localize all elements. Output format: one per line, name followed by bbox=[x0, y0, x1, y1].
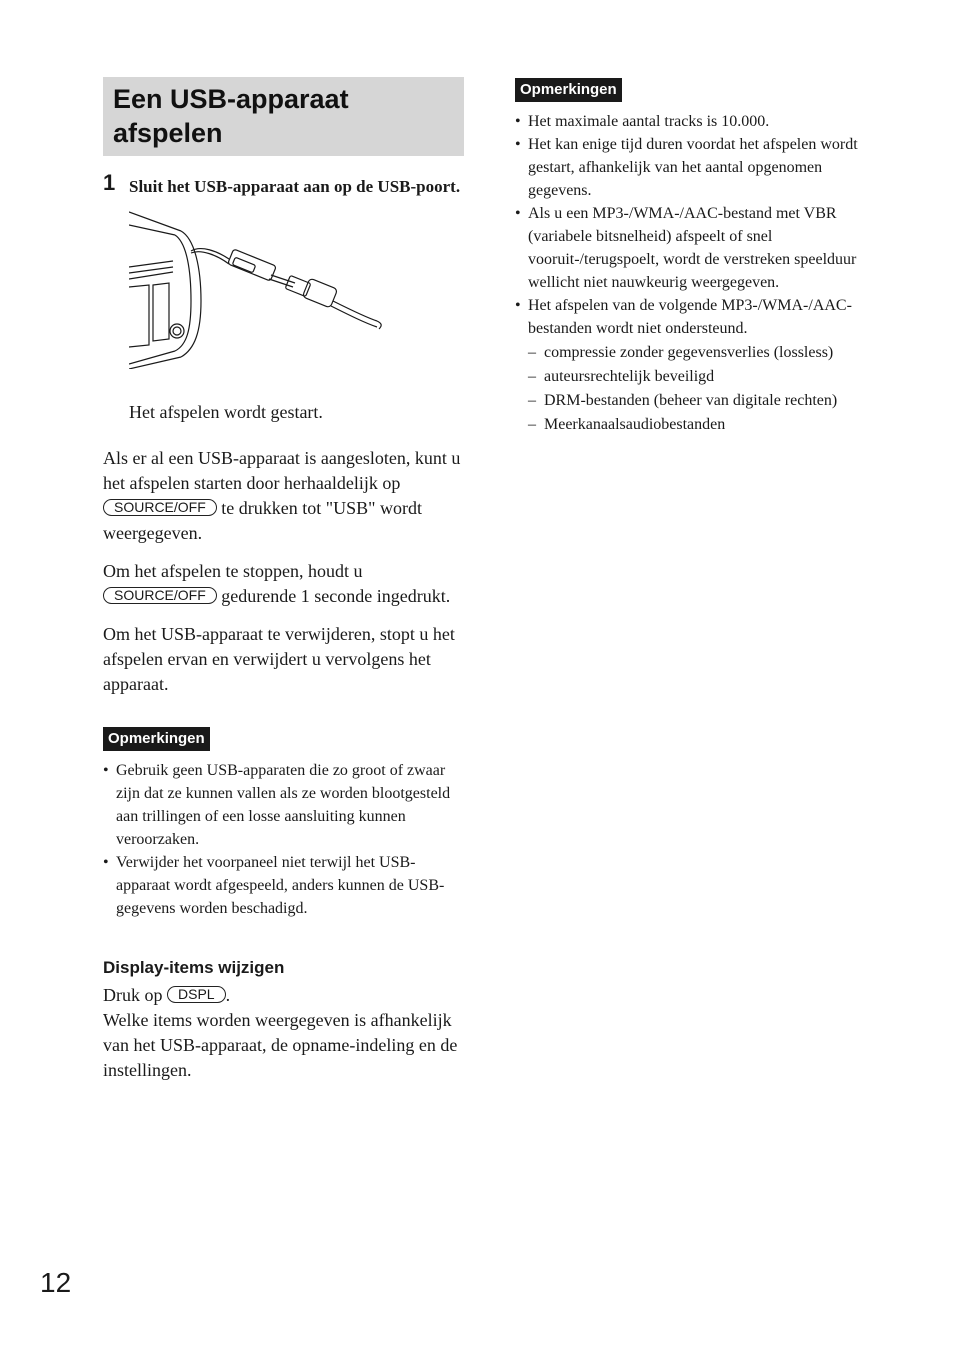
press-text: Druk op bbox=[103, 985, 163, 1005]
remove-device-paragraph: Om het USB-apparaat te verwijderen, stopt u het afspelen ervan en verwijdert u vervolgens het apparaat. bbox=[103, 624, 455, 694]
step-instruction: Sluit het USB-apparaat aan op de USB-poort. bbox=[129, 177, 461, 196]
sublist-item: – DRM-bestanden (beheer van digitale rechten) bbox=[528, 389, 885, 412]
list-item: • Gebruik geen USB-apparaten die zo groot of zwaar zijn dat ze kunnen vallen als ze worden blootgesteld aan trillingen of een losse aansluiting kunnen veroorzaken. bbox=[103, 759, 464, 851]
left-column bbox=[103, 77, 464, 1083]
stop-playback-paragraph bbox=[103, 559, 464, 609]
stop-playback-text-after: gedurende 1 seconde ingedrukt. bbox=[221, 586, 451, 606]
notes-label: Opmerkingen bbox=[515, 78, 622, 102]
source-off-button-label: SOURCE/OFF bbox=[103, 587, 217, 604]
list-item: • Als u een MP3-/WMA-/AAC-bestand met VBR (variabele bitsnelheid) afspeelt of snel vooruit-/terugspoelt, wordt de verstreken speelduur wellicht niet nauwkeurig weergegeven. bbox=[515, 202, 885, 294]
start-playback-text-before: Als er al een USB-apparaat is aangesloten, kunt u het afspelen starten door herhaaldelijk op bbox=[103, 448, 461, 493]
stop-playback-text-before: Om het afspelen te stoppen, houdt u bbox=[103, 561, 363, 581]
sublist-item: – auteursrechtelijk beveiligd bbox=[528, 365, 885, 388]
list-item bbox=[515, 294, 885, 436]
unsupported-files-text: Het afspelen van de volgende MP3-/WMA-/AAC-bestanden wordt niet ondersteund. bbox=[528, 297, 852, 337]
usb-connection-illustration bbox=[129, 209, 385, 369]
section-title: Een USB-apparaat afspelen bbox=[103, 77, 464, 156]
page-number: 12 bbox=[40, 1267, 72, 1298]
source-off-button-label: SOURCE/OFF bbox=[103, 499, 217, 516]
notes-list-left bbox=[103, 759, 464, 920]
sublist-item: – Meerkanaalsaudiobestanden bbox=[528, 413, 885, 436]
dspl-button-label: DSPL bbox=[167, 986, 226, 1003]
step-number: 1 bbox=[103, 170, 116, 195]
list-item: • Het kan enige tijd duren voordat het afspelen wordt gestart, afhankelijk van het aantal opgenomen gegevens. bbox=[515, 133, 885, 202]
display-items-paragraph bbox=[103, 983, 464, 1083]
display-items-heading: Display-items wijzigen bbox=[103, 958, 285, 977]
playback-started-text: Het afspelen wordt gestart. bbox=[129, 402, 323, 422]
start-playback-paragraph bbox=[103, 446, 464, 546]
start-playback-text-after: te drukken tot "USB" wordt weergegeven. bbox=[103, 498, 422, 543]
list-item: • Het maximale aantal tracks is 10.000. bbox=[515, 110, 885, 133]
unsupported-files-sublist bbox=[528, 341, 885, 436]
notes-list-right bbox=[515, 110, 885, 436]
step-1 bbox=[103, 170, 464, 199]
press-text-end: . bbox=[225, 985, 231, 1005]
display-items-text: Welke items worden weergegeven is afhankelijk van het USB-apparaat, de opname-indeling en de instellingen. bbox=[103, 1010, 458, 1080]
list-item: • Verwijder het voorpaneel niet terwijl het USB-apparaat wordt afgespeeld, anders kunnen de USB-gegevens worden beschadigd. bbox=[103, 851, 464, 920]
notes-label: Opmerkingen bbox=[103, 727, 210, 751]
right-column bbox=[515, 78, 885, 436]
sublist-item: – compressie zonder gegevensverlies (lossless) bbox=[528, 341, 885, 364]
car-stereo-unit-illustration bbox=[129, 209, 385, 369]
